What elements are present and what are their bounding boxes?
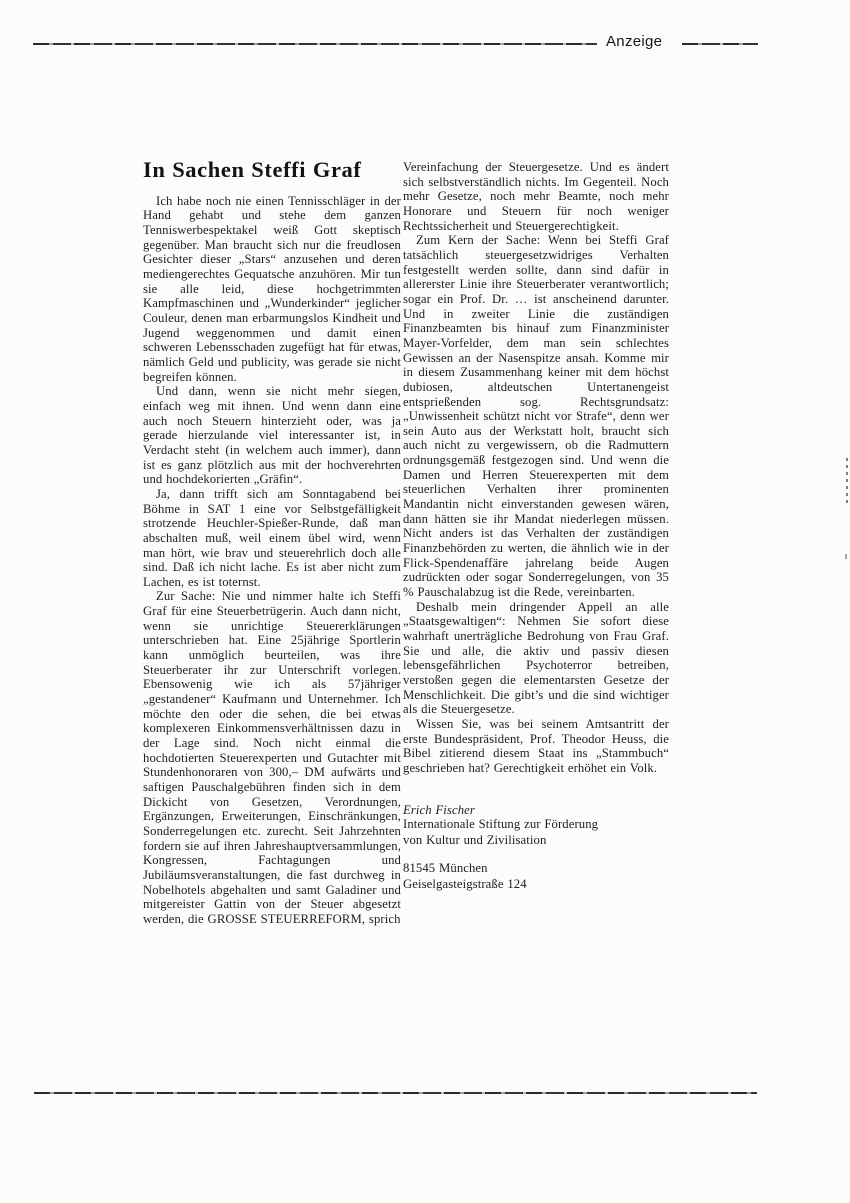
bottom-rule — [34, 1092, 757, 1094]
scan-artifact-dot — [845, 554, 847, 559]
left-column — [143, 158, 401, 927]
signature-address-line2: Geiselgasteigstraße 124 — [403, 876, 527, 891]
paragraph-left-2: Und dann, wenn sie nicht mehr siegen, einfach weg mit ihnen. Und wenn dann eine auch noch Steuern hinterzieht oder, was ja gerade hierzulande viel interessanter ist, in Verdacht steht (in welchem auch immer), dann ist es ganz plötzlich aus mit der hochverehrten und hochdekorierten „Gräfin“. — [143, 384, 401, 487]
paragraph-right-2: Zum Kern der Sache: Wenn bei Steffi Graf tatsächlich steuergesetzwidriges Verhalten festgestellt werden sollte, dann sind dafür in allererster Linie ihre Steuerberater verantwortlich; sogar ein Prof. Dr. … ist anscheinend darunter. Und in zweiter Linie die zuständigen Finanzbeamten bis hinauf zum Finanzminister Mayer-Vorfelder, dem man sein schlechtes Gewissen an der Nasenspitze ansah. Komme mir in diesem Zusammenhang keiner mit dem höchst dubiosen, altdeutschen Untertanengeist entsprießenden sog. Rechtsgrundsatz: „Unwissenheit schützt nicht vor Strafe“, denn wer sein Auto aus der Werkstatt holt, braucht sich auch nicht zu vergewissern, ob die Radmuttern ordnungsgemäß festgezogen sind. Und wenn die Damen und Herren Steuerexperten mit dem steuerlichen Verhalten ihrer prominenten Mandantin nicht einverstanden gewesen wären, dann hätten sie ihr Mandat niederlegen müssen. Nicht anders ist das Verhalten der zuständigen Finanzbehörden zu werten, die ähnlich wie in der Flick-Spendenaffäre jahrelang beide Augen zudrückten oder sogar Sonderregelungen, von 35 % Pauschalabzug ist die Rede, vereinbarten. — [403, 233, 669, 600]
paragraph-right-3: Deshalb mein dringender Appell an alle „Staatsgewaltigen“: Nehmen Sie sofort diese wahrhaft unerträgliche Bedrohung von Frau Graf. Sie und alle, die aktiv und passiv diesen lebensgefährlichen Psychoterror betreiben, verstoßen gegen die elementarsten Gesetze der Menschlichkeit. Die gibt’s und die sind wichtiger als die Steuergesetze. — [403, 599, 669, 717]
top-rule-left-segment — [33, 43, 597, 45]
signature-org-line1: Internationale Stiftung zur Förderung — [403, 817, 599, 832]
right-column — [403, 160, 669, 892]
paragraph-left-1: Ich habe noch nie einen Tennisschläger in der Hand gehabt und stehe dem ganzen Tenniswerbespektakel weiß Gott skeptisch gegenüber. Man braucht sich nur die freudlosen Gesichter dieser „Stars“ anzusehen und deren mediengerechtes Gequatsche anzuhören. Mir tun sie alle leid, diese hochgetrimmten Kampfmaschinen und „Wunderkinder“ jeglicher Couleur, denen man erbarmungslos Kindheit und Jugend weggenommen und damit einen schweren Lebensschaden zugefügt hat für etwas, nämlich Geld und publicity, was gerade sie nicht begreifen können. — [143, 193, 401, 384]
paragraph-left-3: Ja, dann trifft sich am Sonntagabend bei Böhme in SAT 1 eine vor Selbstgefälligkeit strotzende Heuchler-Spießer-Runde, daß man abschalten muß, weil einem übel wird, wenn man hört, wie brav und steuerehrlich doch alle sind. Daß ich nicht lache. Es ist aber nicht zum Lachen, es ist toternst. — [143, 486, 401, 589]
top-rule-right-segment — [682, 43, 758, 45]
signature-address — [403, 861, 669, 892]
article-title: In Sachen Steffi Graf — [143, 157, 362, 182]
paragraph-right-4: Wissen Sie, was bei seinem Amtsantritt der erste Bundespräsident, Prof. Theodor Heuss, die Bibel zitierend diesem Staat ins „Stammbuch“ geschrieben hat? Gerechtigkeit erhöhet ein Volk. — [403, 716, 669, 775]
scan-artifact-marks — [846, 458, 848, 504]
paragraph-left-4: Zur Sache: Nie und nimmer halte ich Steffi Graf für eine Steuerbetrügerin. Auch dann nicht, wenn sie unrichtige Steuererklärungen unterschrieben hat. Eine 25jährige Sportlerin kann unmöglich beurteilen, was ihre Steuerberater ihr zur Unterschrift vorlegen. Ebensowenig wie ich als 57jähriger „gestandener“ Kaufmann und Unternehmer. Ich möchte den oder die sehen, die bei etwas komplexeren Einkommensverhältnissen dazu in der Lage sind. Noch nicht einmal die hochdotierten Steuerexperten und Gutachter mit Stundenhonoraren von 300,– DM aufwärts und saftigen Pauschalgebühren finden sich in dem Dickicht von Gesetzen, Verordnungen, Ergänzungen, Erweiterungen, Einschränkungen, Sonderregelungen etc. zurecht. Seit Jahrzehnten fordern sie auf ihren Jahreshauptversammlungen, Kongressen, Fachtagungen und Jubiläumsveranstaltungen, die fast durchweg in Nobelhotels abgehalten und samt Galadiner und mitgereister Gattin von der Steuer abgesetzt werden, die GROSSE STEUERREFORM, sprich — [143, 589, 401, 926]
signature-block — [403, 803, 669, 893]
anzeige-label: Anzeige — [606, 33, 663, 50]
signature-name: Erich Fischer — [403, 802, 475, 817]
paragraph-right-1: Vereinfachung der Steuergesetze. Und es ändert sich selbstverständlich nichts. Im Gegenteil. Noch mehr Gesetze, noch mehr Beamte, noch mehr Honorare und Steuern für noch weniger Rechtssicherheit und Steuergerechtigkeit. — [403, 160, 669, 233]
signature-address-line1: 81545 München — [403, 861, 488, 876]
signature-org-line2: von Kultur und Zivilisation — [403, 832, 547, 847]
